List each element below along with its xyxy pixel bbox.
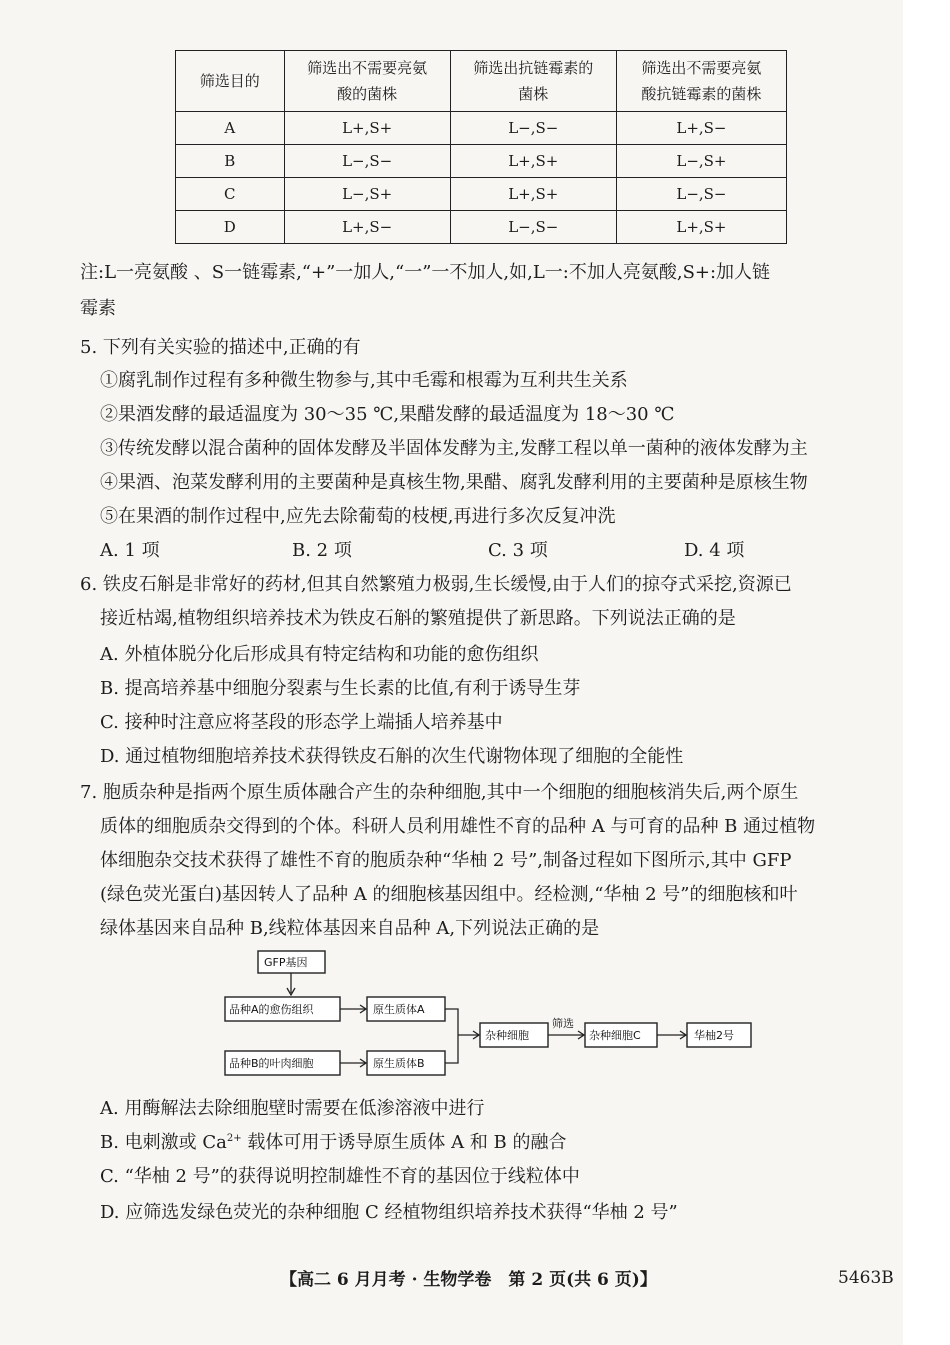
q5-option-b: B. 2 项 [292, 540, 352, 561]
table-cell: D [176, 211, 285, 244]
huayou-label: 华柚2号 [694, 1029, 734, 1042]
q6-option-c: C. 接种时注意应将茎段的形态学上端插人培养基中 [100, 712, 503, 733]
question-7-stem-cont: (绿色荧光蛋白)基因转人了品种 A 的细胞核基因组中。经检测,“华柚 2 号”的细胞核和叶 [100, 884, 798, 905]
table-cell: L+,S− [284, 211, 450, 244]
table-note-cont: 霉素 [80, 298, 116, 319]
q5-option-a: A. 1 项 [100, 540, 160, 561]
table-note: 注:L一亮氨酸 、S一链霉素,“+”一加人,“一”一不加人,如,L一:不加人亮氨酸,S+:加人链 [80, 262, 771, 283]
q5-item: ②果酒发酵的最适温度为 30～35 ℃,果醋发酵的最适温度为 18～30 ℃ [100, 404, 675, 425]
table-cell: A [176, 112, 285, 145]
table-header-cell: 筛选出抗链霉素的菌株 [450, 51, 616, 112]
screening-table [175, 50, 787, 244]
q5-item: ①腐乳制作过程有多种微生物参与,其中毛霉和根霉为互利共生关系 [100, 370, 628, 391]
q7-option-b: B. 电刺激或 $Ca^{2+}$ 载体可用于诱导原生质体 A 和 B 的融合 [100, 1132, 567, 1153]
q5-item: ⑤在果酒的制作过程中,应先去除葡萄的枝梗,再进行多次反复冲洗 [100, 506, 616, 527]
q6-option-d: D. 通过植物细胞培养技术获得铁皮石斛的次生代谢物体现了细胞的全能性 [100, 746, 684, 767]
q5-option-c: C. 3 项 [488, 540, 548, 561]
table-cell: L+,S+ [450, 145, 616, 178]
page-edge [903, 0, 950, 1345]
question-6-stem-cont: 接近枯竭,植物组织培养技术为铁皮石斛的繁殖提供了新思路。下列说法正确的是 [100, 608, 736, 629]
table-cell: L−,S− [450, 112, 616, 145]
q5-item: ④果酒、泡菜发酵利用的主要菌种是真核生物,果醋、腐乳发酵利用的主要菌种是原核生物 [100, 472, 808, 493]
screening-label: 筛选 [552, 1017, 574, 1030]
table-cell: L−,S+ [616, 145, 786, 178]
gfp-label: GFP基因 [264, 956, 308, 969]
table-header-cell: 筛选目的 [176, 51, 285, 112]
table-cell: B [176, 145, 285, 178]
question-7-stem: 7. 胞质杂种是指两个原生质体融合产生的杂种细胞,其中一个细胞的细胞核消失后,两个原生 [80, 782, 799, 803]
question-5-stem: 5. 下列有关实验的描述中,正确的有 [80, 337, 361, 358]
paper-code: 5463B [838, 1268, 894, 1288]
table-row [176, 178, 787, 211]
hybrid-cell-c-label: 杂种细胞C [589, 1029, 641, 1042]
leaf-b-label: 品种B的叶肉细胞 [229, 1057, 314, 1070]
merge-bracket [445, 1009, 458, 1063]
table-cell: L+,S+ [284, 112, 450, 145]
q6-option-b: B. 提高培养基中细胞分裂素与生长素的比值,有利于诱导生芽 [100, 678, 581, 699]
hybrid-cell-label: 杂种细胞 [485, 1029, 529, 1042]
table-cell: L−,S+ [284, 178, 450, 211]
callus-a-label: 品种A的愈伤组织 [229, 1003, 314, 1016]
table-row [176, 112, 787, 145]
table-row [176, 211, 787, 244]
table-cell: L−,S− [284, 145, 450, 178]
question-7-stem-cont: 绿体基因来自品种 B,线粒体基因来自品种 A,下列说法正确的是 [100, 918, 600, 939]
question-6-stem: 6. 铁皮石斛是非常好的药材,但其自然繁殖力极弱,生长缓慢,由于人们的掠夺式采挖,资源已 [80, 574, 792, 595]
table-header-row [176, 51, 787, 112]
protoplast-b-label: 原生质体B [373, 1057, 425, 1070]
table-header-cell: 筛选出不需要亮氨酸抗链霉素的菌株 [616, 51, 786, 112]
q6-option-a: A. 外植体脱分化后形成具有特定结构和功能的愈伤组织 [100, 644, 539, 665]
q5-item: ③传统发酵以混合菌种的固体发酵及半固体发酵为主,发酵工程以单一菌种的液体发酵为主 [100, 438, 808, 459]
q7-option-a: A. 用酶解法去除细胞壁时需要在低渗溶液中进行 [100, 1098, 485, 1119]
question-7-stem-cont: 质体的细胞质杂交得到的个体。科研人员利用雄性不育的品种 A 与可育的品种 B 通过植物 [100, 816, 816, 837]
table-cell: L+,S− [616, 112, 786, 145]
q7-option-d: D. 应筛选发绿色荧光的杂种细胞 C 经植物组织培养技术获得“华柚 2 号” [100, 1202, 678, 1223]
table-cell: C [176, 178, 285, 211]
table-cell: L−,S− [616, 178, 786, 211]
protoplast-a-label: 原生质体A [373, 1003, 425, 1016]
q5-option-d: D. 4 项 [684, 540, 745, 561]
q7-option-c: C. “华柚 2 号”的获得说明控制雄性不育的基因位于线粒体中 [100, 1166, 580, 1187]
flow-diagram [215, 945, 765, 1085]
table-row [176, 145, 787, 178]
table-header-cell: 筛选出不需要亮氨酸的菌株 [284, 51, 450, 112]
table-cell: L+,S+ [616, 211, 786, 244]
table-cell: L+,S+ [450, 178, 616, 211]
page-footer: 【高二 6 月月考 · 生物学卷 第 2 页(共 6 页)】 [280, 1270, 657, 1290]
question-7-stem-cont: 体细胞杂交技术获得了雄性不育的胞质杂种“华柚 2 号”,制备过程如下图所示,其中 GFP [100, 850, 792, 871]
table-cell: L−,S− [450, 211, 616, 244]
